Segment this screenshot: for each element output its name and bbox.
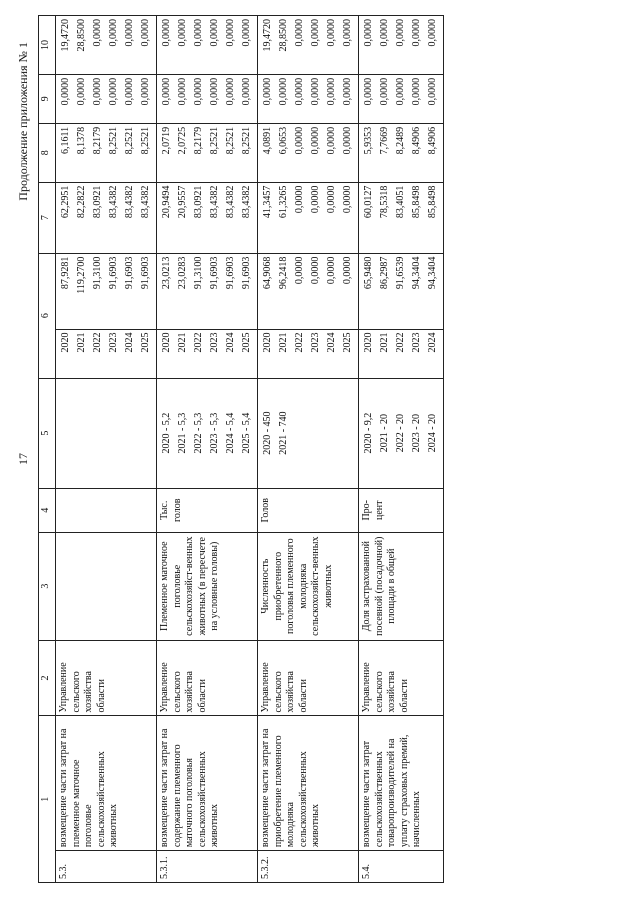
- cell-federal: 83,4382: [124, 185, 135, 219]
- row-other-values: [359, 16, 444, 75]
- cell-other: 0,0000: [108, 19, 119, 47]
- col-header-3: 3: [39, 532, 56, 640]
- cell-federal: 85,8498: [427, 185, 438, 219]
- row-executor: Управление сельского хозяйства области: [359, 640, 444, 716]
- row-indicator: [56, 532, 157, 640]
- row-other-values: [258, 16, 359, 75]
- row-unit: Голов: [258, 488, 359, 532]
- cell-federal: 78,5318: [379, 185, 390, 219]
- cell-local: 0,0000: [395, 77, 406, 106]
- cell-federal: 83,4051: [395, 185, 406, 219]
- cell-year: 2023: [108, 332, 119, 353]
- cell-local: 0,0000: [60, 77, 71, 106]
- cell-total: 87,9281: [60, 256, 71, 290]
- cell-total: 91,6903: [209, 256, 220, 290]
- cell-regional: 0,0000: [310, 126, 321, 155]
- row-executor: Управление сельского хозяйства области: [56, 640, 157, 716]
- target-value: 2024 - 5,4: [225, 412, 236, 454]
- cell-federal: 0,0000: [326, 185, 337, 214]
- cell-local: 0,0000: [294, 77, 305, 106]
- cell-total: 91,6903: [108, 256, 119, 290]
- cell-total: 91,3100: [92, 256, 103, 290]
- cell-regional: 7,7669: [379, 126, 390, 155]
- row-unit: Про-цент: [359, 488, 444, 532]
- cell-year: 2020: [60, 332, 71, 353]
- target-value: 2021 - 20: [379, 413, 390, 453]
- cell-total: 0,0000: [310, 256, 321, 285]
- cell-total: 86,2987: [379, 256, 390, 290]
- cell-year: 2023: [310, 332, 321, 353]
- cell-regional: 8,2521: [241, 126, 252, 155]
- cell-other: 0,0000: [225, 19, 236, 47]
- cell-other: 0,0000: [395, 19, 406, 47]
- row-total-values: [56, 253, 157, 329]
- cell-other: 28,8500: [76, 19, 87, 52]
- row-unit: Тыс. голов: [157, 488, 258, 532]
- cell-local: 0,0000: [278, 77, 289, 106]
- row-regional-values: [56, 123, 157, 182]
- row-indicator: Численность приобретенного поголовья племенного молодняка сельскохозяйст-венных животных: [258, 532, 359, 640]
- target-value: 2020 - 450: [262, 411, 273, 455]
- row-targets: [359, 378, 444, 488]
- col-header-9: 9: [39, 74, 56, 123]
- cell-total: 64,9068: [262, 256, 273, 290]
- target-value: 2023 - 20: [411, 413, 422, 453]
- row-year-values: [157, 329, 258, 378]
- cell-federal: 83,0921: [193, 185, 204, 219]
- cell-total: 91,3100: [193, 256, 204, 290]
- target-value: 2020 - 5,2: [161, 412, 172, 454]
- cell-regional: 8,2521: [209, 126, 220, 155]
- cell-year: 2022: [395, 332, 406, 353]
- cell-other: 0,0000: [379, 19, 390, 47]
- cell-regional: 6,1611: [60, 126, 71, 154]
- cell-federal: 41,3457: [262, 185, 273, 219]
- table-row: [359, 16, 444, 883]
- row-year-values: [258, 329, 359, 378]
- cell-local: 0,0000: [326, 77, 337, 106]
- row-federal-values: [258, 182, 359, 253]
- cell-total: 91,6539: [395, 256, 406, 290]
- col-header-1: 1: [39, 716, 56, 883]
- cell-total: 91,6903: [124, 256, 135, 290]
- cell-local: 0,0000: [92, 77, 103, 106]
- target-value: 2022 - 20: [395, 413, 406, 453]
- cell-regional: 8,2489: [395, 126, 406, 155]
- cell-regional: 8,2179: [193, 126, 204, 155]
- cell-local: 0,0000: [379, 77, 390, 106]
- table-row: [258, 16, 359, 883]
- cell-federal: 82,2822: [76, 185, 87, 219]
- cell-local: 0,0000: [310, 77, 321, 106]
- target-value: 2023 - 5,3: [209, 412, 220, 454]
- cell-total: 119,2700: [76, 256, 87, 294]
- row-regional-values: [258, 123, 359, 182]
- cell-other: 0,0000: [209, 19, 220, 47]
- row-indicator: Доля застрахованной посевной (посадочной) площади в общей: [359, 532, 444, 640]
- cell-total: 23,0283: [177, 256, 188, 290]
- cell-other: 0,0000: [193, 19, 204, 47]
- cell-federal: 0,0000: [342, 185, 353, 214]
- column-number-row: [39, 16, 56, 883]
- cell-other: 0,0000: [427, 19, 438, 47]
- row-year-values: [359, 329, 444, 378]
- cell-federal: 0,0000: [294, 185, 305, 214]
- row-local-values: [56, 74, 157, 123]
- cell-federal: 83,4382: [209, 185, 220, 219]
- row-id: 5.3.2.: [258, 851, 359, 883]
- cell-year: 2025: [241, 332, 252, 353]
- cell-federal: 61,3265: [278, 185, 289, 219]
- cell-total: 91,6903: [225, 256, 236, 290]
- col-header-5: 5: [39, 378, 56, 488]
- row-id: 5.3.1.: [157, 851, 258, 883]
- cell-year: 2023: [411, 332, 422, 353]
- cell-other: 0,0000: [140, 19, 151, 47]
- target-value: 2022 - 5,3: [193, 412, 204, 454]
- cell-local: 0,0000: [108, 77, 119, 106]
- cell-other: 19,4720: [262, 19, 273, 52]
- cell-regional: 8,2521: [225, 126, 236, 155]
- cell-total: 0,0000: [294, 256, 305, 285]
- row-federal-values: [359, 182, 444, 253]
- row-name: возмещение части затрат сельскохозяйственных товаропроизводителей на уплату страховых премий, начисленных: [359, 716, 444, 851]
- row-federal-values: [56, 182, 157, 253]
- row-targets: [56, 378, 157, 488]
- cell-local: 0,0000: [209, 77, 220, 106]
- row-id: 5.3.: [56, 851, 157, 883]
- cell-regional: 8,2521: [140, 126, 151, 155]
- cell-total: 94,3404: [411, 256, 422, 290]
- cell-total: 65,9480: [363, 256, 374, 290]
- cell-regional: 0,0000: [342, 126, 353, 155]
- cell-other: 0,0000: [177, 19, 188, 47]
- cell-year: 2021: [379, 332, 390, 353]
- target-value: 2024 - 20: [427, 413, 438, 453]
- col-header-4: 4: [39, 488, 56, 532]
- cell-year: 2024: [427, 332, 438, 353]
- cell-local: 0,0000: [124, 77, 135, 106]
- target-value: 2021 - 5,3: [177, 412, 188, 454]
- cell-other: 0,0000: [161, 19, 172, 47]
- cell-total: 96,2418: [278, 256, 289, 290]
- cell-other: 0,0000: [294, 19, 305, 47]
- cell-federal: 62,2951: [60, 185, 71, 219]
- cell-year: 2024: [225, 332, 236, 353]
- cell-local: 0,0000: [193, 77, 204, 106]
- cell-year: 2022: [92, 332, 103, 353]
- cell-total: 0,0000: [326, 256, 337, 285]
- row-year-values: [56, 329, 157, 378]
- table-row: [157, 16, 258, 883]
- cell-federal: 85,8498: [411, 185, 422, 219]
- cell-other: 0,0000: [411, 19, 422, 47]
- row-name: возмещение части затрат на содержание племенного маточного поголовья сельскохозяйственных животных: [157, 716, 258, 851]
- table-row: [56, 16, 157, 883]
- col-header-8: 8: [39, 123, 56, 182]
- cell-regional: 2,0719: [161, 126, 172, 155]
- cell-year: 2024: [326, 332, 337, 353]
- col-header-10: 10: [39, 16, 56, 75]
- row-executor: Управление сельского хозяйства области: [258, 640, 359, 716]
- cell-year: 2021: [177, 332, 188, 353]
- cell-year: 2023: [209, 332, 220, 353]
- col-header-2: 2: [39, 640, 56, 716]
- cell-year: 2022: [193, 332, 204, 353]
- row-executor: Управление сельского хозяйства области: [157, 640, 258, 716]
- cell-regional: 8,2521: [124, 126, 135, 155]
- row-name: возмещение части затрат на приобретение племенного молодняка сельскохозяйственных животных: [258, 716, 359, 851]
- cell-regional: 0,0000: [294, 126, 305, 155]
- row-unit: [56, 488, 157, 532]
- cell-federal: 83,4382: [140, 185, 151, 219]
- cell-year: 2024: [124, 332, 135, 353]
- cell-total: 0,0000: [342, 256, 353, 285]
- row-name: возмещение части затрат на племенное маточное поголовье сельскохозяйственных животных: [56, 716, 157, 851]
- program-table: [38, 15, 444, 883]
- cell-year: 2025: [342, 332, 353, 353]
- cell-federal: 83,4382: [241, 185, 252, 219]
- cell-regional: 4,0891: [262, 126, 273, 155]
- row-total-values: [258, 253, 359, 329]
- row-targets: [157, 378, 258, 488]
- row-regional-values: [359, 123, 444, 182]
- cell-regional: 6,0653: [278, 126, 289, 155]
- cell-regional: 8,1378: [76, 126, 87, 155]
- page-number: 17: [16, 453, 30, 465]
- row-other-values: [56, 16, 157, 75]
- cell-local: 0,0000: [427, 77, 438, 106]
- cell-year: 2020: [262, 332, 273, 353]
- cell-regional: 8,4906: [427, 126, 438, 155]
- cell-local: 0,0000: [225, 77, 236, 106]
- cell-other: 0,0000: [363, 19, 374, 47]
- cell-total: 23,0213: [161, 256, 172, 290]
- cell-other: 0,0000: [342, 19, 353, 47]
- cell-local: 0,0000: [241, 77, 252, 106]
- cell-year: 2021: [76, 332, 87, 353]
- row-id: 5.4.: [359, 851, 444, 883]
- target-value: 2025 - 5,4: [241, 412, 252, 454]
- cell-other: 0,0000: [326, 19, 337, 47]
- row-total-values: [157, 253, 258, 329]
- row-federal-values: [157, 182, 258, 253]
- cell-regional: 8,2179: [92, 126, 103, 155]
- cell-other: 0,0000: [124, 19, 135, 47]
- cell-local: 0,0000: [140, 77, 151, 106]
- cell-federal: 83,4382: [225, 185, 236, 219]
- cell-local: 0,0000: [411, 77, 422, 106]
- cell-year: 2022: [294, 332, 305, 353]
- cell-year: 2025: [140, 332, 151, 353]
- cell-year: 2021: [278, 332, 289, 353]
- cell-other: 0,0000: [310, 19, 321, 47]
- cell-other: 28,8500: [278, 19, 289, 52]
- appendix-continuation-header: Продолжение приложения № 1: [16, 42, 30, 201]
- cell-year: 2020: [161, 332, 172, 353]
- cell-local: 0,0000: [342, 77, 353, 106]
- row-local-values: [157, 74, 258, 123]
- cell-other: 0,0000: [92, 19, 103, 47]
- row-local-values: [258, 74, 359, 123]
- cell-regional: 2,0725: [177, 126, 188, 155]
- cell-local: 0,0000: [262, 77, 273, 106]
- cell-local: 0,0000: [177, 77, 188, 106]
- col-header-7: 7: [39, 182, 56, 253]
- cell-regional: 5,9353: [363, 126, 374, 155]
- col-header-6: 6: [39, 253, 56, 378]
- target-value: 2021 - 740: [278, 411, 289, 455]
- cell-local: 0,0000: [161, 77, 172, 106]
- cell-federal: 60,0127: [363, 185, 374, 219]
- row-indicator: Племенное маточное поголовье сельскохозяйст-венных животных (в пересчете на условные головы): [157, 532, 258, 640]
- row-regional-values: [157, 123, 258, 182]
- cell-other: 0,0000: [241, 19, 252, 47]
- cell-local: 0,0000: [363, 77, 374, 106]
- cell-year: 2020: [363, 332, 374, 353]
- cell-federal: 83,0921: [92, 185, 103, 219]
- row-targets: [258, 378, 359, 488]
- row-other-values: [157, 16, 258, 75]
- row-local-values: [359, 74, 444, 123]
- cell-other: 19,4720: [60, 19, 71, 52]
- cell-federal: 20,9557: [177, 185, 188, 219]
- cell-federal: 0,0000: [310, 185, 321, 214]
- row-total-values: [359, 253, 444, 329]
- cell-total: 91,6903: [140, 256, 151, 290]
- cell-regional: 8,4906: [411, 126, 422, 155]
- cell-total: 94,3404: [427, 256, 438, 290]
- cell-total: 91,6903: [241, 256, 252, 290]
- cell-federal: 20,9494: [161, 185, 172, 219]
- cell-regional: 8,2521: [108, 126, 119, 155]
- target-value: 2020 - 9,2: [363, 412, 374, 454]
- cell-regional: 0,0000: [326, 126, 337, 155]
- cell-federal: 83,4382: [108, 185, 119, 219]
- cell-local: 0,0000: [76, 77, 87, 106]
